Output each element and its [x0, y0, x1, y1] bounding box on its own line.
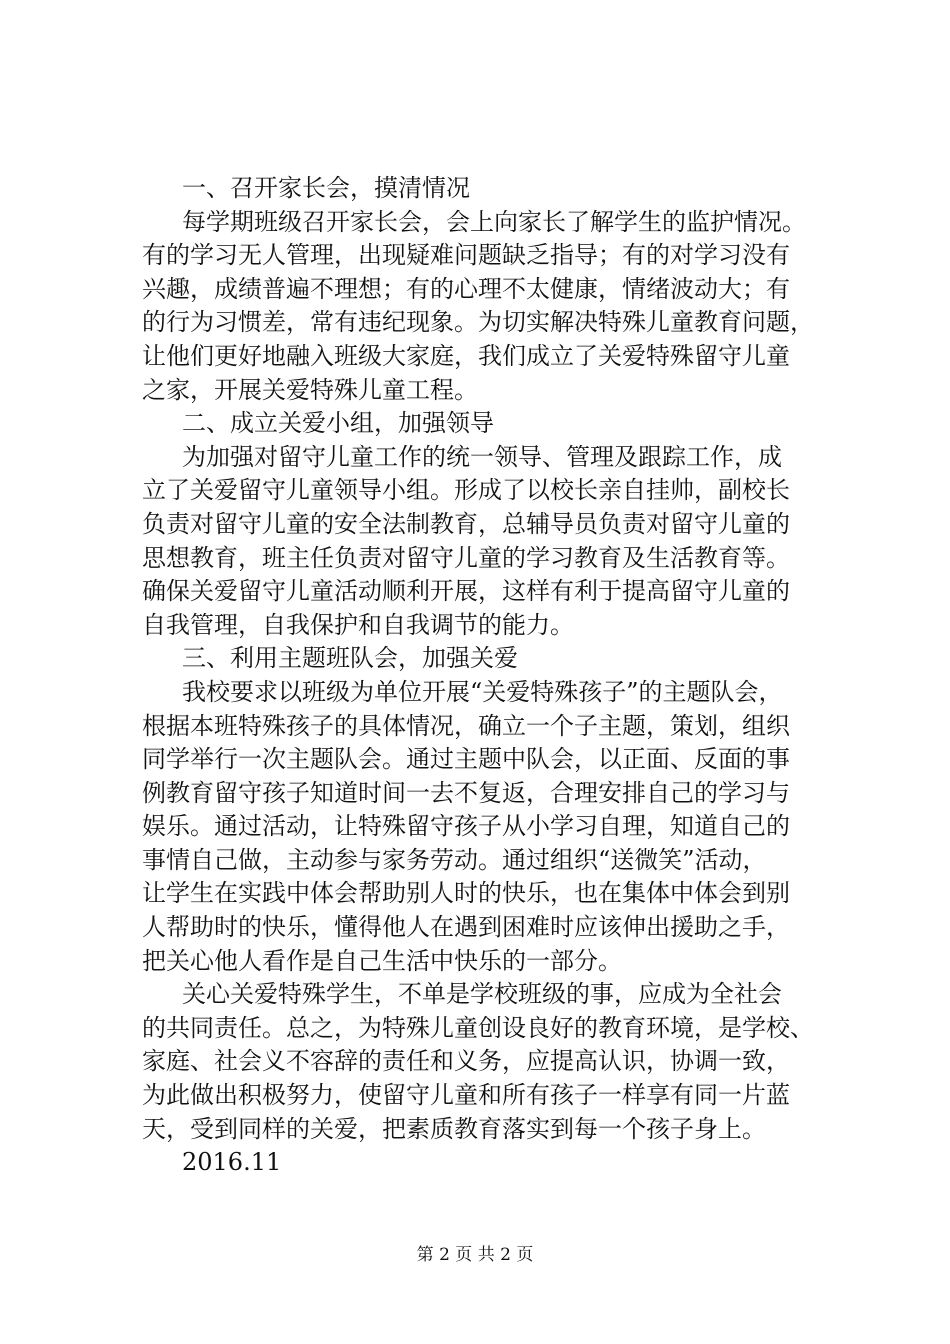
page-number-footer: 第 2 页 共 2 页	[416, 1245, 534, 1265]
section-heading-3: 三、利用主题班队会，加强关爱	[182, 644, 518, 673]
section-heading-2: 二、成立关爱小组，加强领导	[182, 409, 494, 438]
paragraph-line: 每学期班级召开家长会，会上向家长了解学生的监护情况。	[182, 207, 806, 236]
paragraph-line: 确保关爱留守儿童活动顺利开展，这样有利于提高留守儿童的	[142, 577, 790, 606]
paragraph-line: 把关心他人看作是自己生活中快乐的一部分。	[142, 946, 622, 975]
paragraph-line: 让学生在实践中体会帮助别人时的快乐，也在集体中体会到别	[142, 879, 790, 908]
paragraph-line: 自我管理，自我保护和自我调节的能力。	[142, 610, 574, 639]
paragraph-line: 的共同责任。总之，为特殊儿童创设良好的教育环境，是学校、	[142, 1013, 814, 1042]
paragraph-line: 娱乐。通过活动，让特殊留守孩子从小学习自理，知道自己的	[142, 812, 790, 841]
paragraph-line: 的行为习惯差，常有违纪现象。为切实解决特殊儿童教育问题，	[142, 308, 814, 337]
paragraph-line: 为此做出积极努力，使留守儿童和所有孩子一样享有同一片蓝	[142, 1081, 790, 1110]
paragraph-line: 天，受到同样的关爱，把素质教育落实到每一个孩子身上。	[142, 1114, 766, 1143]
paragraph-line: 人帮助时的快乐，懂得他人在遇到困难时应该伸出援助之手，	[142, 913, 790, 942]
document-date: 2016.11	[182, 1148, 282, 1177]
document-body	[142, 172, 842, 1180]
paragraph-line: 家庭、社会义不容辞的责任和义务，应提高认识，协调一致，	[142, 1047, 790, 1076]
paragraph-line: 根据本班特殊孩子的具体情况，确立一个子主题，策划，组织	[142, 711, 790, 740]
paragraph-line: 我校要求以班级为单位开展“关爱特殊孩子”的主题队会，	[182, 677, 783, 706]
paragraph-line: 同学举行一次主题队会。通过主题中队会，以正面、反面的事	[142, 745, 790, 774]
paragraph-line: 例教育留守孩子知道时间一去不复返，合理安排自己的学习与	[142, 778, 790, 807]
paragraph-line: 事情自己做，主动参与家务劳动。通过组织“送微笑”活动，	[142, 845, 767, 874]
paragraph-line: 关心关爱特殊学生，不单是学校班级的事，应成为全社会	[182, 980, 782, 1009]
paragraph-line: 为加强对留守儿童工作的统一领导、管理及跟踪工作，成	[182, 442, 782, 471]
paragraph-line: 让他们更好地融入班级大家庭，我们成立了关爱特殊留守儿童	[142, 341, 790, 370]
paragraph-line: 立了关爱留守儿童领导小组。形成了以校长亲自挂帅，副校长	[142, 476, 790, 505]
paragraph-line: 之家，开展关爱特殊儿童工程。	[142, 375, 478, 404]
paragraph-line: 思想教育，班主任负责对留守儿童的学习教育及生活教育等。	[142, 543, 790, 572]
section-heading-1: 一、召开家长会，摸清情况	[182, 174, 470, 202]
paragraph-line: 有的学习无人管理，出现疑难问题缺乏指导；有的对学习没有	[142, 241, 790, 270]
paragraph-line: 兴趣，成绩普遍不理想；有的心理不太健康，情绪波动大；有	[142, 274, 790, 303]
paragraph-line: 负责对留守儿童的安全法制教育，总辅导员负责对留守儿童的	[142, 509, 790, 538]
